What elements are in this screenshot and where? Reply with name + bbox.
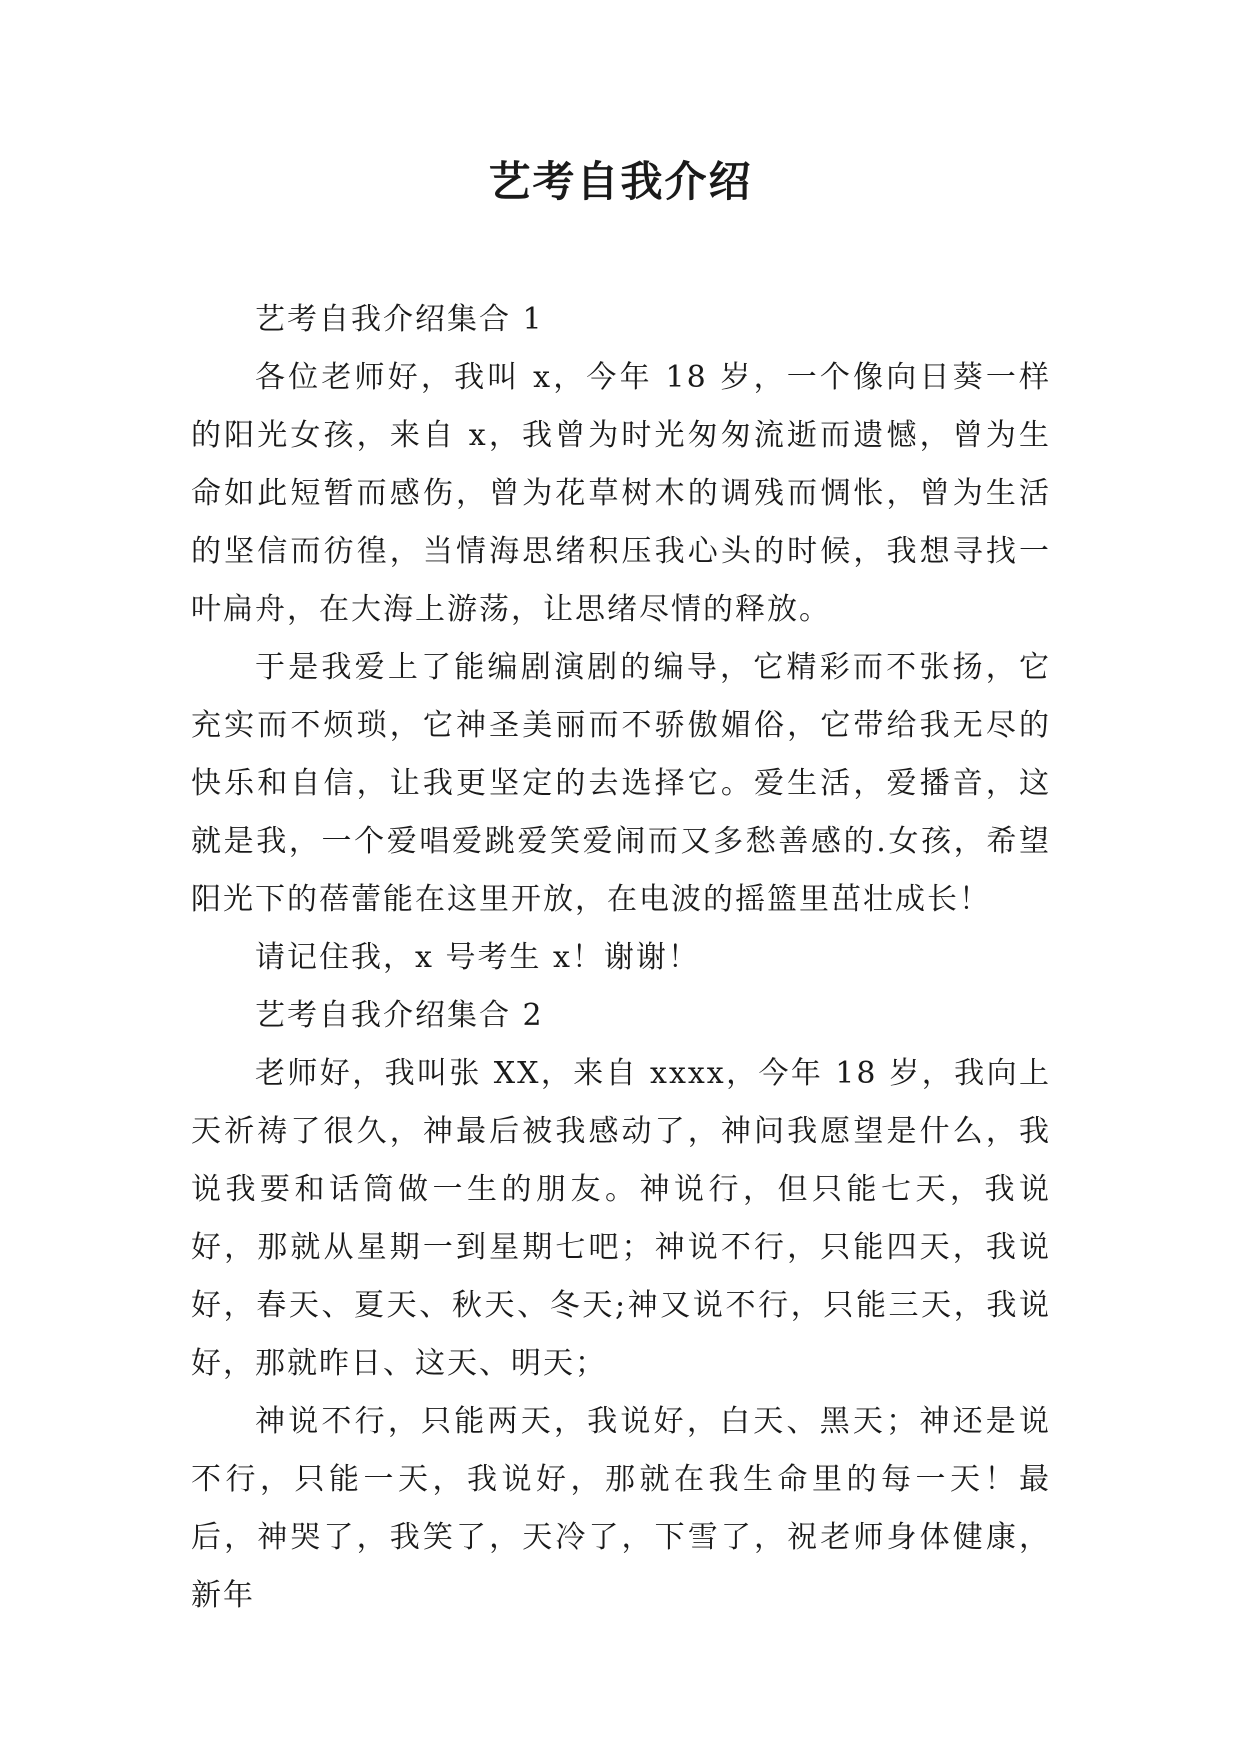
paragraph-5: 神说不行，只能两天，我说好，白天、黑天；神还是说不行，只能一天，我说好，那就在我生命里的每一天！最后，神哭了，我笑了，天冷了，下雪了，祝老师身体健康，新年	[191, 1404, 1051, 1613]
section-heading-1: 艺考自我介绍集合 1	[255, 302, 544, 337]
paragraph-3: 请记住我，x 号考生 x！谢谢！	[255, 940, 700, 975]
paragraph-1: 各位老师好，我叫 x，今年 18 岁，一个像向日葵一样的阳光女孩，来自 x，我曾为时光匆匆流逝而遗憾，曾为生命如此短暂而感伤，曾为花草树木的调残而惆怅，曾为生活的坚信而彷徨，当情海思绪积压我心头的时候，我想寻找一叶扁舟，在大海上游荡，让思绪尽情的释放。	[191, 360, 1051, 627]
paragraph-4: 老师好，我叫张 XX，来自 xxxx，今年 18 岁，我向上天祈祷了很久，神最后被我感动了，神问我愿望是什么，我说我要和话筒做一生的朋友。神说行，但只能七天，我说好，那就从星期一到星期七吧；神说不行，只能四天，我说好，春天、夏天、秋天、冬天;神又说不行，只能三天，我说好，那就昨日、这天、明天；	[191, 1056, 1051, 1381]
paragraph-2: 于是我爱上了能编剧演剧的编导，它精彩而不张扬，它充实而不烦琐，它神圣美丽而不骄傲媚俗，它带给我无尽的快乐和自信，让我更坚定的去选择它。爱生活，爱播音，这就是我，一个爱唱爱跳爱笑爱闹而又多愁善感的.女孩，希望阳光下的蓓蕾能在这里开放，在电波的摇篮里茁壮成长！	[191, 650, 1051, 917]
document-title: 艺考自我介绍	[488, 157, 753, 206]
section-heading-2: 艺考自我介绍集合 2	[255, 998, 544, 1033]
document-body	[191, 291, 1051, 1625]
